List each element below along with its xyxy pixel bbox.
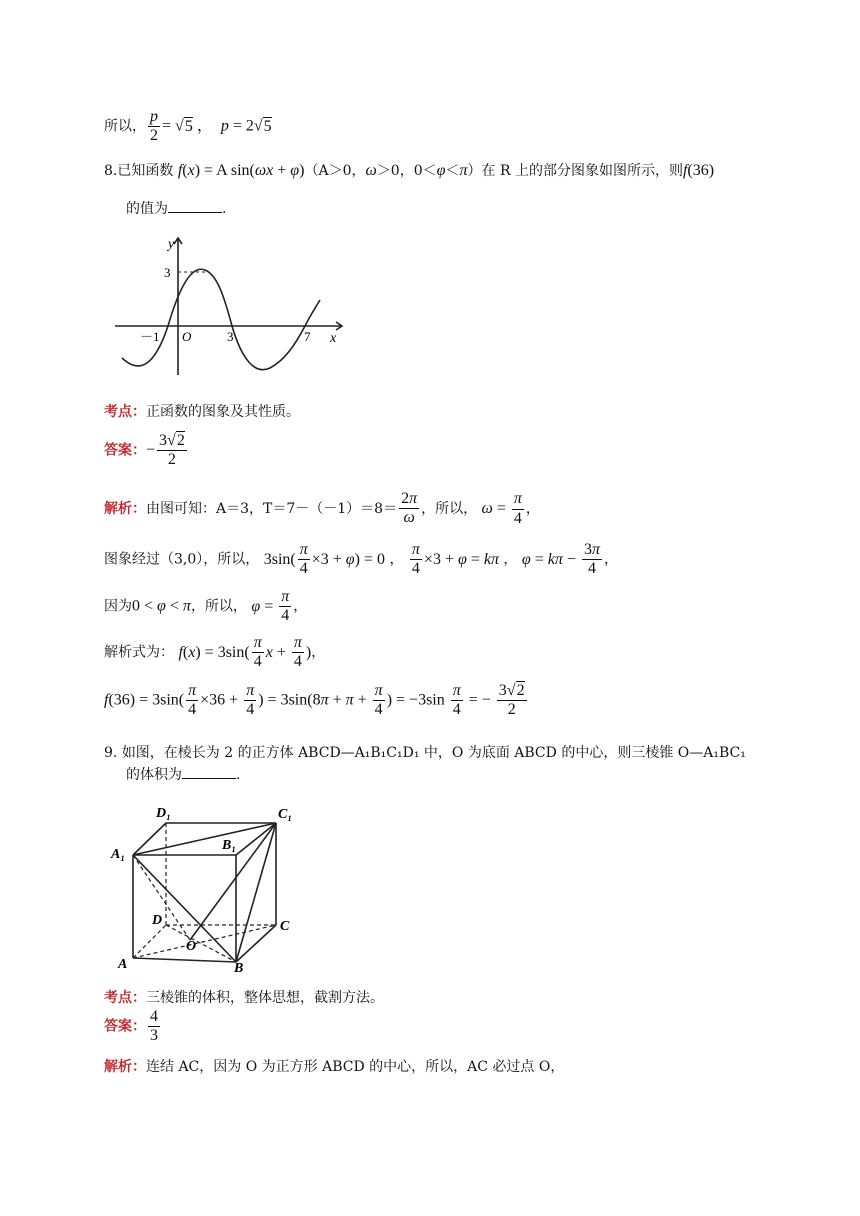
graph-y-label: y xyxy=(168,237,175,252)
p-over-2: $\frac{p}{2}$ xyxy=(150,108,158,145)
q9-text: 如图，在棱长为 2 的正方体 ABCD—A₁B₁C₁D₁ 中，O 为底面 ABCD 的中心，则三棱锥 O—A₁BC₁ xyxy=(121,745,746,761)
top-prefix: 所以， xyxy=(104,119,146,135)
colon: ： xyxy=(132,1019,146,1035)
graph-x-3: 3 xyxy=(227,329,234,344)
q9-period: . xyxy=(236,767,241,783)
kaodian-label: 考点 xyxy=(104,404,132,420)
q8-period: . xyxy=(222,201,227,217)
label-C: C xyxy=(280,919,290,934)
q8-jiexi-1b: ，所以， xyxy=(421,500,478,517)
label-B: B xyxy=(234,961,244,976)
daan-label: 答案 xyxy=(104,442,132,459)
label-O: O xyxy=(186,939,197,954)
label-B1: B₁ xyxy=(222,838,237,853)
kaodian-label: 考点 xyxy=(104,990,132,1006)
q9-line1 xyxy=(104,742,746,762)
graph-x-label: x xyxy=(330,331,337,346)
q8-cond-b: ＞0，0＜ xyxy=(376,163,437,179)
q8-jiexi-3: 因为0 < φ < π，所以， φ = $\frac{\pi}{4}$ ， xyxy=(104,588,308,625)
q8-answer-blank xyxy=(168,211,222,213)
q8-line1: 8.已知函数 f(x) = A sin(ωx + φ)（A＞0，ω＞0，0＜φ＜π）在 R 上的部分图象如图所示，则f(36) xyxy=(104,162,715,179)
q8-cond-d: ）在 R 上的部分图象如图所示，则 xyxy=(467,163,683,179)
label-D: D xyxy=(152,913,163,928)
graph-y-3: 3 xyxy=(164,265,171,280)
colon: ： xyxy=(132,500,146,517)
graph-origin: O xyxy=(182,329,192,344)
jiexi-label: 解析 xyxy=(104,1059,132,1075)
jiexi-label: 解析 xyxy=(104,500,132,517)
q8-sine-graph xyxy=(110,230,350,380)
q8-jiexi-2-text: 图象经过（3,0），所以， xyxy=(104,551,260,568)
q8-line2 xyxy=(126,198,226,218)
q8-jiexi-4a: 解析式为： xyxy=(104,644,174,661)
q9-jiexi xyxy=(104,1056,564,1076)
q9-answer xyxy=(104,1008,162,1046)
q8-cond-c: ＜ xyxy=(445,163,460,179)
q8-line2-text: 的值为 xyxy=(126,201,168,217)
q8-text-a: 已知函数 xyxy=(117,163,174,179)
q8-number: 8. xyxy=(104,163,118,179)
label-C1: C₁ xyxy=(278,807,293,822)
top-line: 所以， $\frac{p}{2}$ = √5 ， p = 2√5 xyxy=(104,108,272,145)
colon: ： xyxy=(132,1059,146,1075)
q8-answer: 答案：− $\frac{3√2}{2}$ xyxy=(104,432,185,469)
label-A1: A₁ xyxy=(111,847,126,862)
q9-number: 9. xyxy=(104,745,118,761)
q8-jiexi-3a: 因为 xyxy=(104,598,132,615)
q8-jiexi-1: 解析：由图可知：A＝3，T＝7－（－1）＝8＝ $\frac{2\pi}{\omega}$ ，所以， ω = $\frac{\pi}{4}$ ， xyxy=(104,490,540,527)
colon: ： xyxy=(132,990,146,1006)
q9-answer-den: 3 xyxy=(150,1027,158,1045)
q8-jiexi-4: 解析式为： f(x) = 3sin( $\frac{\pi}{4}$ x + $\frac{\pi}{4}$ )， xyxy=(104,634,326,671)
label-D1: D₁ xyxy=(156,806,171,821)
q9-line2-text: 的体积为 xyxy=(126,767,182,783)
q8-f36-line: f(36) = 3sin( $\frac{\pi}{4}$ ×36 + $\frac{\pi}{4}$ ) = 3sin(8π + π + $\frac{\pi}{4}$ ) = −3sin $\frac{\pi}{4}$ = − $\frac{3√2}{2}$ xyxy=(104,682,525,719)
daan-label: 答案 xyxy=(104,1018,132,1035)
colon: ： xyxy=(132,404,146,420)
q8-jiexi-2: 图象经过（3,0），所以， 3sin( $\frac{\pi}{4}$ ×3 + φ) = 0 ， $\frac{\pi}{4}$ ×3 + φ = kπ ， φ = kπ − $\frac{3\pi}{4}$ ， xyxy=(104,541,618,578)
q9-kaodian-text: 三棱锥的体积，整体思想，截割方法。 xyxy=(146,990,384,1006)
q8-jiexi-3b: ，所以， xyxy=(190,598,247,615)
label-A: A xyxy=(118,957,128,972)
q9-line2 xyxy=(126,764,240,784)
graph-neg1: －1 xyxy=(140,329,160,344)
graph-x-7: 7 xyxy=(304,329,311,344)
q9-answer-blank xyxy=(182,777,236,779)
q9-answer-num: 4 xyxy=(148,1008,160,1027)
q8-cond-a: （A＞0， xyxy=(304,163,366,179)
q8-kaodian-text: 正函数的图象及其性质。 xyxy=(146,404,300,420)
colon: ： xyxy=(132,443,146,459)
q8-jiexi-1-text: 由图可知：A＝3，T＝7－（－1）＝8＝ xyxy=(146,500,398,517)
q8-kaodian xyxy=(104,401,300,421)
q9-cube-figure xyxy=(108,800,308,976)
q9-kaodian xyxy=(104,987,384,1007)
q9-jiexi-text: 连结 AC，因为 O 为正方形 ABCD 的中心，所以，AC 必过点 O， xyxy=(146,1059,565,1075)
